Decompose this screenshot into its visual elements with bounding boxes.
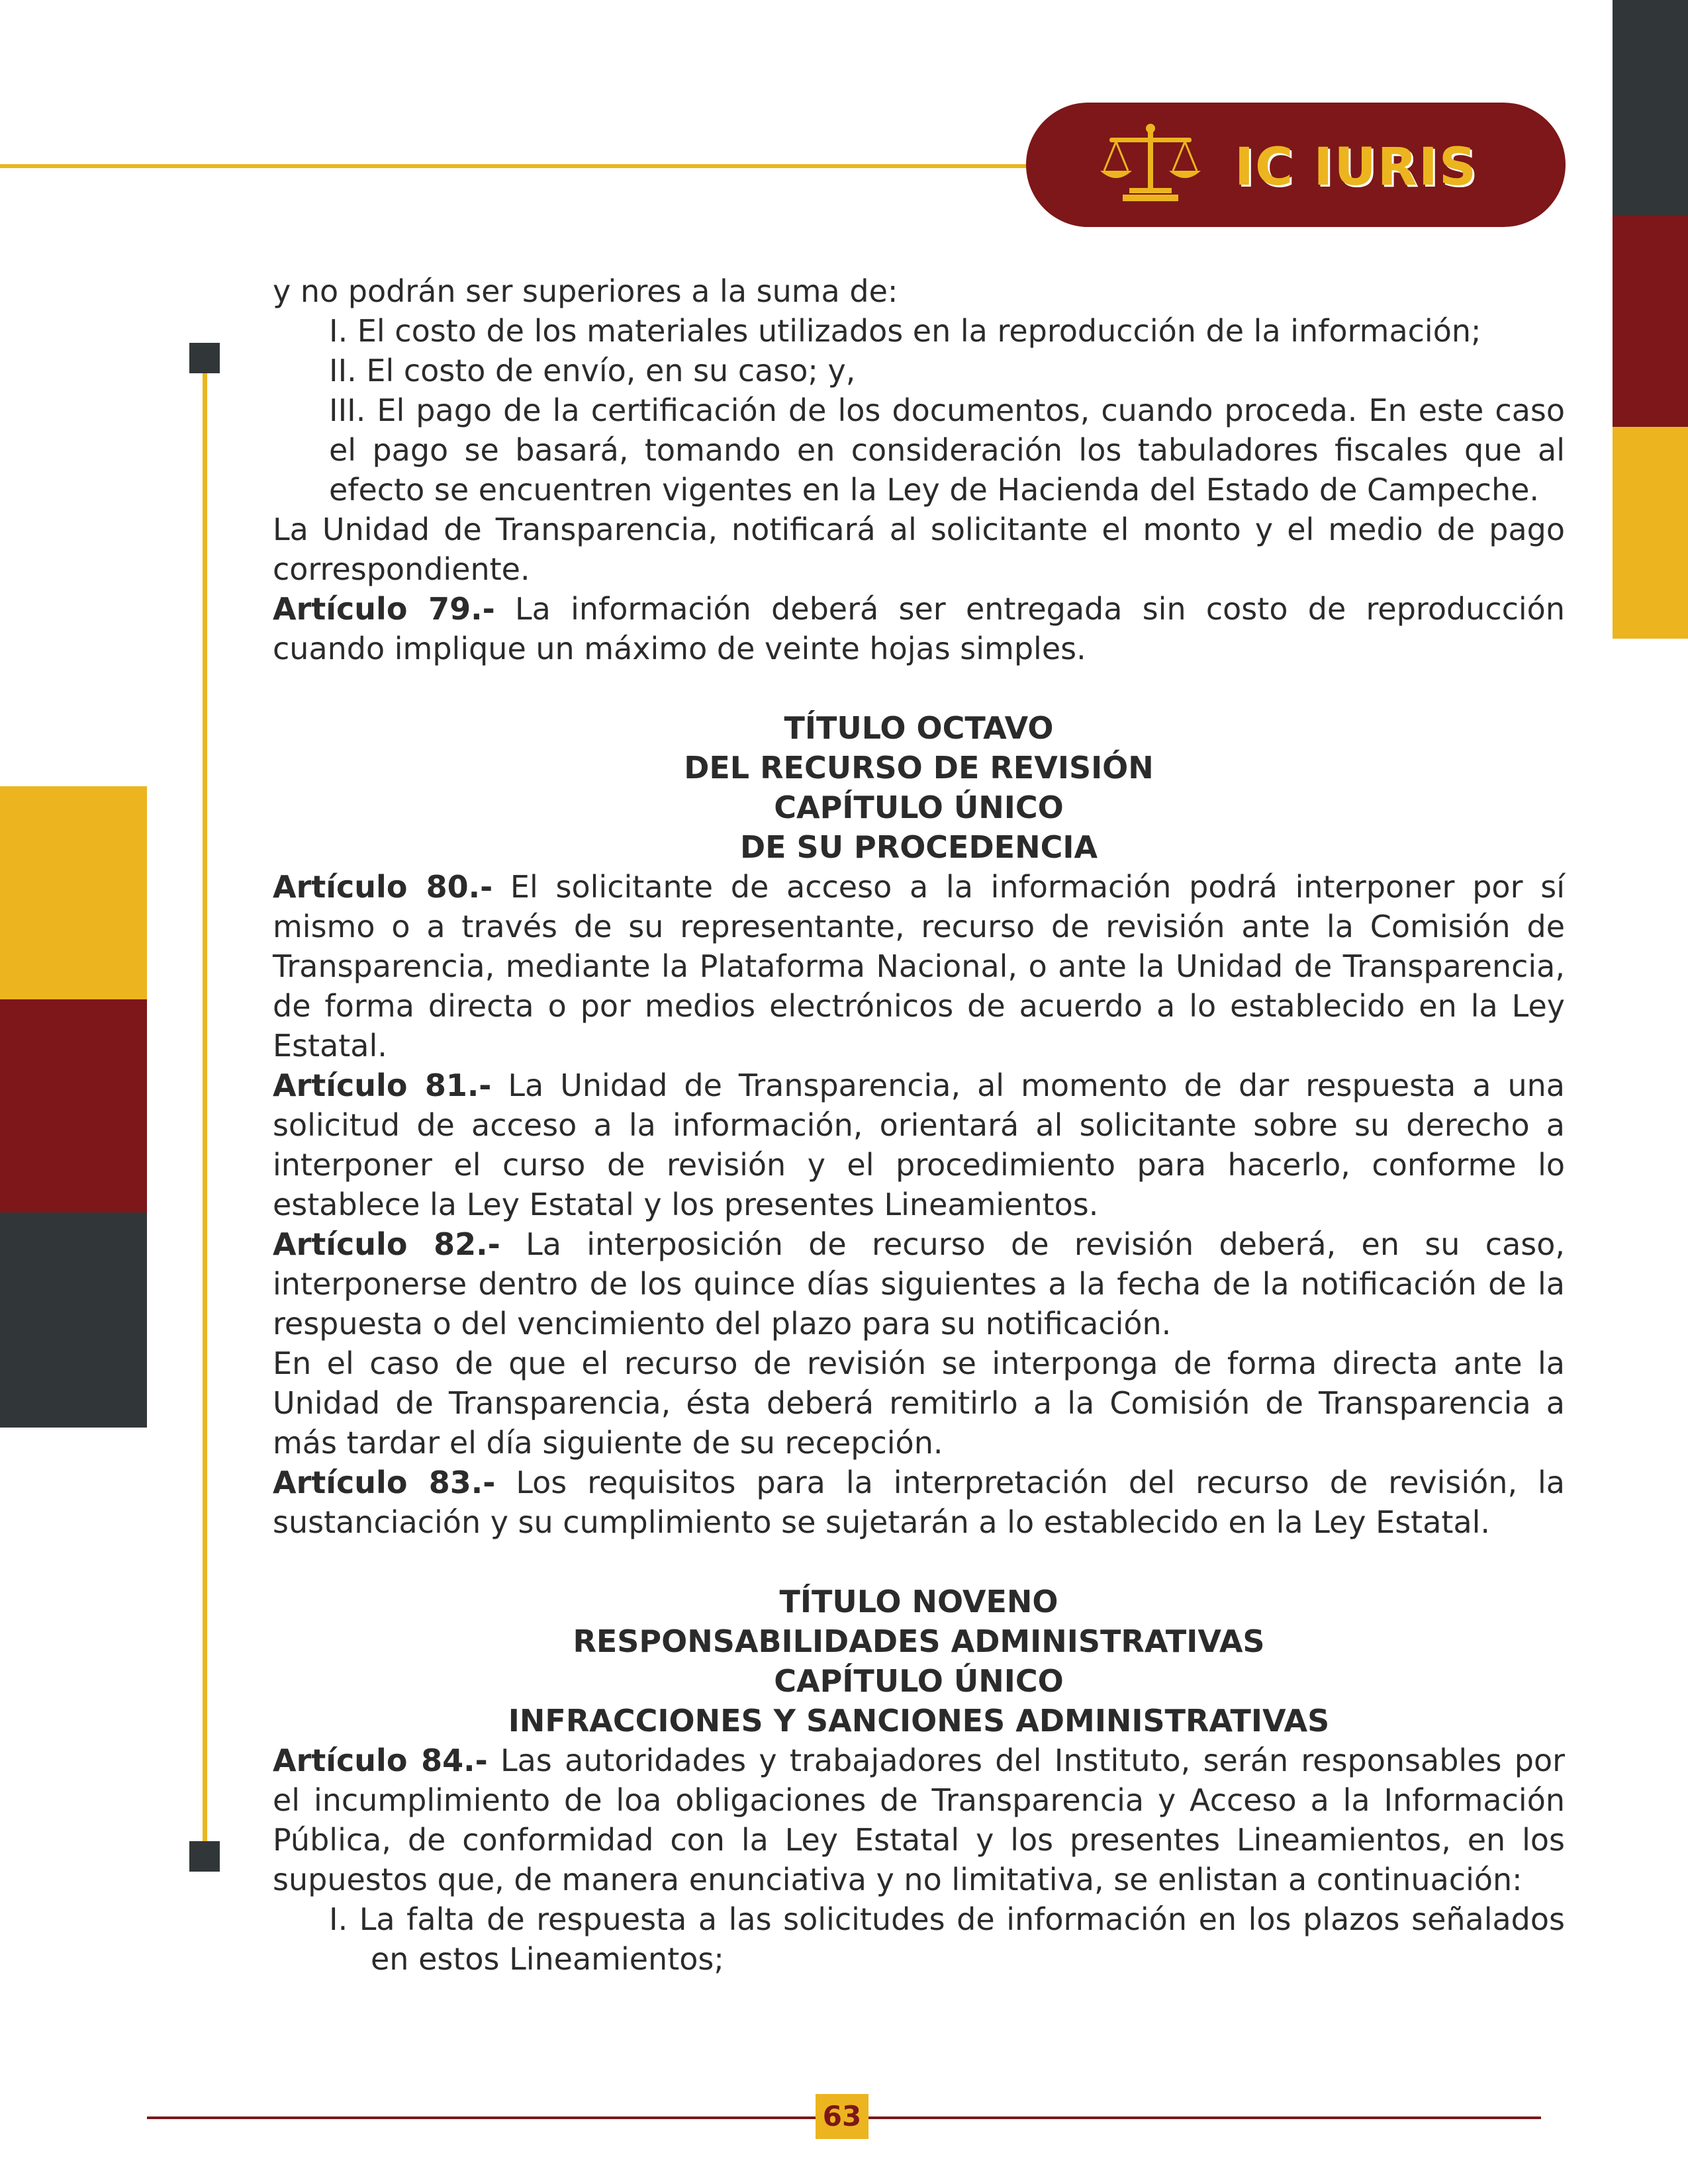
list-item: I. La falta de respuesta a las solicitudes de información en los plazos señalados en estos Lineamientos; xyxy=(329,1901,1565,1977)
list-item: I. El costo de los materiales utilizados en la reproducción de la información; xyxy=(329,313,1481,349)
left-bar-maroon xyxy=(0,999,147,1212)
page-body xyxy=(273,271,1565,1979)
list-item: III. El pago de la certificación de los documentos, cuando proceda. En este caso el pago se basará, tomando en consideración los tabuladores fiscales que al efecto se encuentren vigentes en la Ley de Hacienda del Estado de Campeche. xyxy=(329,392,1565,508)
article-text: La Unidad de Transparencia, al momento de dar respuesta a una solicitud de acceso a la información, orientará al solicitante sobre su derecho a interponer el curso de revisión y el procedimiento para hacerlo, conforme lo establece la Ley Estatal y los presentes Lineamientos. xyxy=(273,1068,1565,1222)
article-84 xyxy=(273,1741,1565,1899)
article-label: Artículo 79.- xyxy=(273,591,495,627)
paragraph: En el caso de que el recurso de revisión se interponga de forma directa ante la Unidad de Transparencia, ésta deberá remitirlo a la Comisión de Transparencia a más tardar el día siguiente de su recepción. xyxy=(273,1345,1565,1461)
footer-rule-left xyxy=(147,2116,816,2119)
section-heading: TÍTULO OCTAVO xyxy=(784,710,1054,746)
article-82 xyxy=(273,1224,1565,1343)
spacer xyxy=(273,1542,1565,1582)
page-number: 63 xyxy=(816,2094,868,2139)
left-bar-gold xyxy=(0,786,147,999)
left-bar-charcoal xyxy=(0,1212,147,1428)
article-text: Los requisitos para la interpretación del recurso de revisión, la sustanciación y su cumplimiento se sujetarán a lo establecido en la Ley Estatal. xyxy=(273,1465,1565,1540)
section-heading: INFRACCIONES Y SANCIONES ADMINISTRATIVAS xyxy=(508,1703,1330,1739)
article-text: El solicitante de acceso a la información podrá interponer por sí mismo o a través de su representante, recurso de revisión ante la Comisión de Transparencia, mediante la Plataforma Nacional, o ante la Unidad de Transparencia, de forma directa o por medios electrónicos de acuerdo a lo establecido en la Ley Estatal. xyxy=(273,869,1565,1064)
article-text: La interposición de recurso de revisión deberá, en su caso, interponerse dentro de los quince días siguientes a la fecha de la notificación de la respuesta o del vencimiento del plazo para su notificación. xyxy=(273,1226,1566,1342)
section-heading: DEL RECURSO DE REVISIÓN xyxy=(684,750,1154,786)
article-83 xyxy=(273,1463,1565,1542)
article-79 xyxy=(273,589,1565,668)
article-label: Artículo 82.- xyxy=(273,1226,500,1262)
article-80 xyxy=(273,867,1565,1066)
article-label: Artículo 80.- xyxy=(273,869,493,905)
guide-square-top xyxy=(189,343,220,373)
scales-of-justice-icon xyxy=(1098,119,1203,205)
section-heading: CAPÍTULO ÚNICO xyxy=(774,790,1064,825)
section-heading: TÍTULO NOVENO xyxy=(779,1584,1058,1619)
spacer xyxy=(273,668,1565,708)
brand-title: IC IURIS xyxy=(1235,138,1478,197)
list-item: II. El costo de envío, en su caso; y, xyxy=(329,353,856,388)
paragraph: y no podrán ser superiores a la suma de: xyxy=(273,273,898,309)
article-81 xyxy=(273,1066,1565,1224)
right-bar-charcoal xyxy=(1613,0,1688,215)
header-rule xyxy=(0,164,1033,168)
guide-square-bottom xyxy=(189,1841,220,1872)
section-heading: CAPÍTULO ÚNICO xyxy=(774,1663,1064,1699)
section-heading: DE SU PROCEDENCIA xyxy=(739,829,1098,865)
footer-rule-right xyxy=(868,2116,1541,2119)
article-text: La información deberá ser entregada sin costo de reproducción cuando implique un máximo de veinte hojas simples. xyxy=(273,591,1565,666)
article-label: Artículo 83.- xyxy=(273,1465,496,1500)
margin-guide-line xyxy=(203,357,207,1850)
article-text: Las autoridades y trabajadores del Instituto, serán responsables por el incumplimiento de loa obligaciones de Transparencia y Acceso a la Información Pública, de conformidad con la Ley Estatal y los presentes Lineamientos, en los supuestos que, de manera enunciativa y no limitativa, se enlistan a continuación: xyxy=(273,1743,1566,1897)
article-label: Artículo 81.- xyxy=(273,1068,492,1103)
paragraph: La Unidad de Transparencia, notificará al solicitante el monto y el medio de pago correspondiente. xyxy=(273,512,1565,587)
right-bar-gold xyxy=(1613,427,1688,639)
right-bar-maroon xyxy=(1613,215,1688,427)
section-heading: RESPONSABILIDADES ADMINISTRATIVAS xyxy=(573,1623,1265,1659)
article-label: Artículo 84.- xyxy=(273,1743,488,1778)
